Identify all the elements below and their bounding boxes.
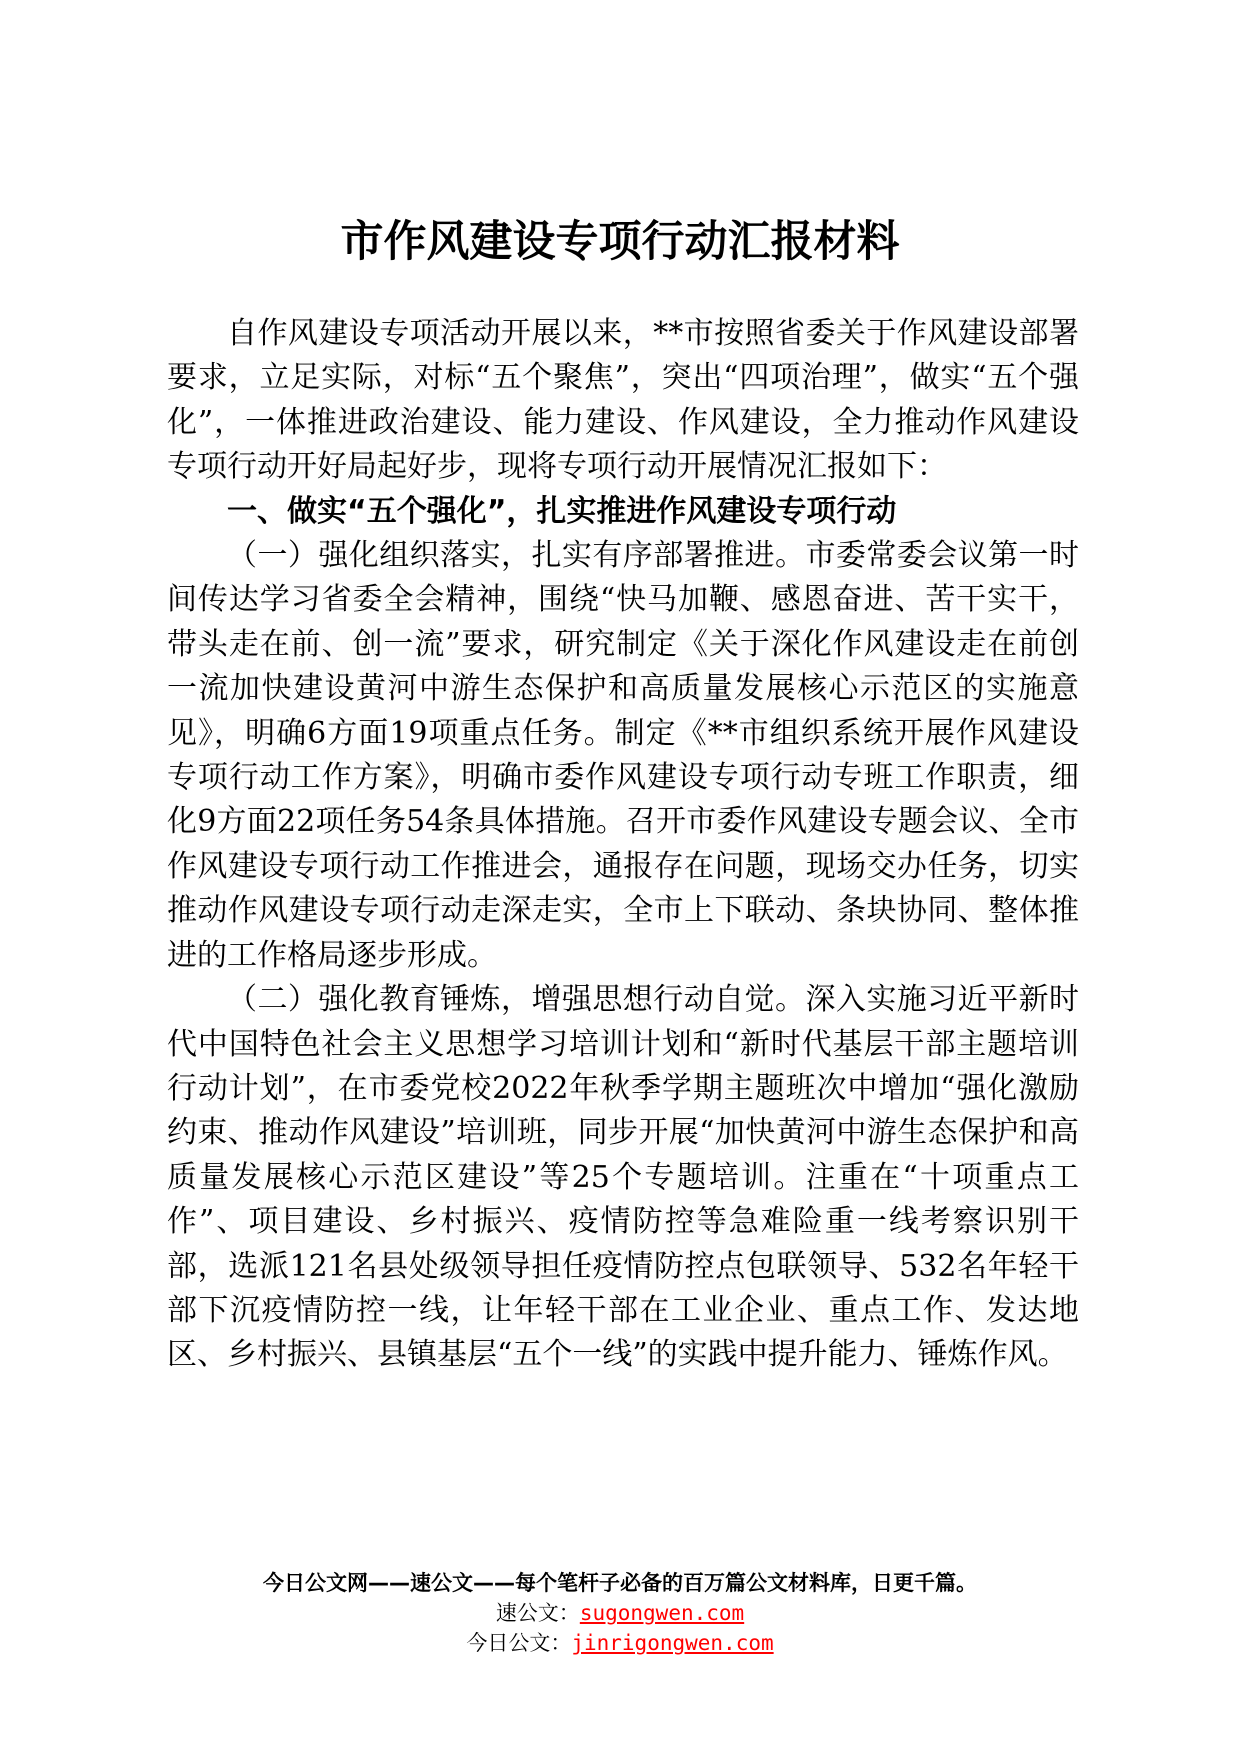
document-body bbox=[167, 312, 1079, 1378]
section-paragraph-2: （二）强化教育锤炼，增强思想行动自觉。深入实施习近平新时代中国特色社会主义思想学习培训计划和“新时代基层干部主题培训行动计划”，在市委党校2022年秋季学期主题班次中增加“强化激励约束、推动作风建设”培训班，同步开展“加快黄河中游生态保护和高质量发展核心示范区建设”等25个专题培训。注重在“十项重点工作”、项目建设、乡村振兴、疫情防控等急难险重一线考察识别干部，选派121名县处级领导担任疫情防控点包联领导、532名年轻干部下沉疫情防控一线，让年轻干部在工业企业、重点工作、发达地区、乡村振兴、县镇基层“五个一线”的实践中提升能力、锤炼作风。 bbox=[167, 982, 1079, 1373]
link-jinrigongwen[interactable]: jinrigongwen.com bbox=[571, 1631, 774, 1655]
link-sugongwen[interactable]: sugongwen.com bbox=[579, 1601, 745, 1625]
footer bbox=[0, 1568, 1240, 1658]
footer-label-sugongwen: 速公文： bbox=[495, 1601, 580, 1625]
section-heading: 一、做实“五个强化”，扎实推进作风建设专项行动 bbox=[227, 493, 897, 529]
document-title: 市作风建设专项行动汇报材料 bbox=[340, 217, 900, 267]
footer-label-jinrigongwen: 今日公文： bbox=[466, 1631, 572, 1655]
footer-line-jinrigongwen bbox=[0, 1628, 1240, 1658]
footer-slogan: 今日公文网——速公文——每个笔杆子必备的百万篇公文材料库，日更千篇。 bbox=[263, 1571, 977, 1595]
section-paragraph-1: （一）强化组织落实，扎实有序部署推进。市委常委会议第一时间传达学习省委全会精神，围绕“快马加鞭、感恩奋进、苦干实干，带头走在前、创一流”要求，研究制定《关于深化作风建设走在前创一流加快建设黄河中游生态保护和高质量发展核心示范区的实施意见》，明确6方面19项重点任务。制定《**市组织系统开展作风建设专项行动工作方案》，明确市委作风建设专项行动专班工作职责，细化9方面22项任务54条具体措施。召开市委作风建设专题会议、全市作风建设专项行动工作推进会，通报存在问题，现场交办任务，切实推动作风建设专项行动走深走实，全市上下联动、条块协同、整体推进的工作格局逐步形成。 bbox=[167, 538, 1079, 973]
footer-line-sugongwen bbox=[0, 1598, 1240, 1628]
intro-paragraph: 自作风建设专项活动开展以来，**市按照省委关于作风建设部署要求，立足实际，对标“五个聚焦”，突出“四项治理”，做实“五个强化”，一体推进政治建设、能力建设、作风建设，全力推动作风建设专项行动开好局起好步，现将专项行动开展情况汇报如下： bbox=[167, 316, 1079, 485]
